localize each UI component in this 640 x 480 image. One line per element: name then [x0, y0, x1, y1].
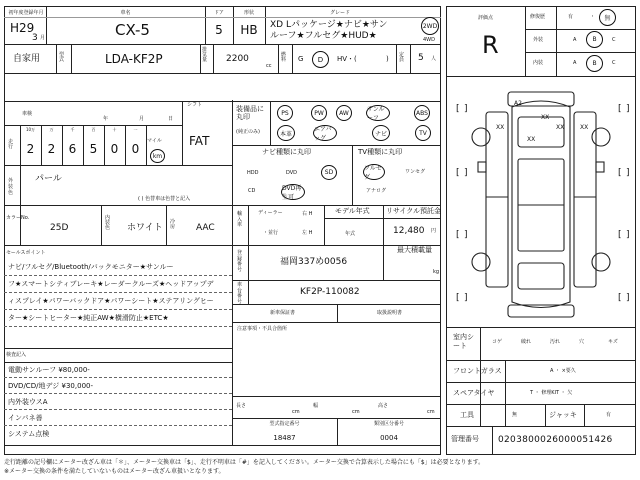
equipment-3-circle: サンルーフ: [366, 105, 390, 121]
fuel-label: 燃料: [281, 52, 287, 63]
first-registration-year: H29: [10, 21, 35, 35]
mileage-digit-label: 十: [112, 127, 117, 132]
navi-label: ナビ種類に丸印: [262, 148, 311, 156]
notes-label: 注意事項・不具合箇所: [237, 326, 288, 332]
doors-value: 5: [215, 23, 223, 37]
import-label: 輸入車: [237, 211, 243, 228]
equipment-4-circle: ABS: [414, 105, 430, 121]
shape-label: 形状: [243, 10, 254, 16]
car-name: CX-5: [115, 21, 150, 39]
svg-text:[: [: [618, 293, 622, 303]
repair-no-circle: 無: [599, 9, 616, 26]
interior-seat-item: コゲ: [492, 339, 503, 345]
mileage-digit: 5: [89, 142, 98, 156]
recycle-label: リサイクル預託金: [386, 207, 442, 215]
svg-text:]: ]: [464, 230, 468, 240]
mileage-digit: 2: [47, 142, 56, 156]
mark-a2: A2: [514, 100, 522, 107]
import-dealer: ディーラー: [258, 210, 283, 216]
navi-dvd: DVD: [286, 170, 298, 176]
color-note: ( ) 色替車は色替と記入: [138, 196, 191, 202]
mileage-cell-divider: [146, 125, 147, 165]
seats-unit: 人: [431, 56, 437, 62]
mileage-digit-label: 万: [49, 127, 54, 132]
svg-text:[: [: [456, 293, 460, 303]
owners-manual: 取扱説明書: [377, 310, 403, 316]
interior-seat-item: 汚れ: [550, 339, 561, 345]
mileage-digit: 0: [131, 142, 140, 156]
month-unit: 月: [40, 35, 46, 41]
equipment-1-circle: PW: [311, 105, 327, 121]
repair-yes: 有: [568, 14, 574, 20]
height-unit: cm: [427, 409, 435, 415]
check-line: インパネ善: [8, 414, 43, 422]
shift-label: シフト: [187, 102, 203, 108]
interior-seat-item: 破れ: [521, 339, 532, 345]
svg-text:[: [: [618, 104, 622, 114]
car-name-label: 車名: [120, 10, 131, 16]
exterior-grade-label: 外装: [533, 37, 544, 43]
front-glass-label: フロントガラス: [453, 367, 502, 375]
mark-xx-2: XX: [527, 136, 536, 143]
tv-oneseg: ワンセグ: [405, 169, 426, 175]
type-designation-value: 18487: [273, 434, 296, 442]
class-number-label: 類別区分番号: [373, 421, 404, 427]
displacement-label: 排気量: [202, 47, 208, 63]
mileage-digit-label: 千: [70, 127, 75, 132]
inspection-year: 年: [103, 116, 109, 122]
check-line: DVD/CD/地デジ ¥30,000-: [8, 382, 93, 390]
width-unit: cm: [352, 409, 360, 415]
drive-4wd: 4WD: [423, 37, 435, 43]
tv-label: TV種類に丸印: [358, 148, 403, 156]
check-line: システム点検: [8, 430, 50, 438]
tv-fullseg-circle: フルセグ: [363, 164, 385, 180]
interior-seat-label: 室内シート: [453, 333, 474, 351]
repair-sep: ・: [590, 14, 596, 20]
exterior-color-value: パール: [35, 174, 62, 184]
grade-line-1: XD Lパッケージ★ナビ★サン: [270, 20, 388, 30]
spare-tire-values: T ・ 修理KIT ・ 欠: [530, 390, 573, 396]
exterior-grade-b-circle: B: [586, 31, 603, 48]
model-label: 型式: [59, 52, 65, 63]
width-label: 幅: [313, 403, 319, 409]
recycle-unit: 円: [431, 228, 437, 234]
exterior-grade-a: A: [573, 37, 577, 43]
length-label: 長さ: [236, 403, 247, 409]
navi-hdd: HDD: [247, 170, 259, 176]
check-line: 内外装ウスA: [8, 398, 48, 406]
warranty-booklet: 新車保証書: [270, 310, 296, 316]
exterior-grade-c: C: [612, 37, 616, 43]
equipment-row2-2-circle: ナビ: [372, 125, 390, 141]
mileage-digit: 0: [110, 142, 119, 156]
car-damage-diagram: [446, 77, 636, 327]
repair-history-label: 修復歴: [530, 14, 546, 20]
inspection-month: 月: [139, 116, 145, 122]
interior-grade-c: C: [612, 60, 616, 66]
fuel-g: G: [298, 55, 304, 63]
svg-text:[: [: [618, 230, 622, 240]
shape-value: HB: [240, 23, 258, 37]
svg-text:]: ]: [464, 293, 468, 303]
equipment-row2-3-circle: TV: [415, 125, 431, 141]
seats-value: 5: [418, 53, 424, 63]
interior-seat-item: キズ: [608, 339, 618, 345]
height-label: 高さ: [378, 403, 389, 409]
fuel-close: ): [386, 55, 389, 63]
color-code-label: カラーNo.: [6, 215, 30, 221]
shift-value: FAT: [189, 134, 210, 148]
front-glass-values: A ・ ×要久: [550, 368, 576, 374]
equipment-row2-1-circle: エアバッグ: [313, 125, 337, 141]
navi-cd: CD: [248, 188, 256, 194]
interior-grade-a: A: [573, 60, 577, 66]
equipment-row2-0-circle: 本革: [277, 125, 295, 141]
ac-value: AAC: [196, 223, 215, 233]
footer-note-1: 走行距離の記号欄にメーター改ざん車は「＊」、メーター交換車は「$」、走行不明車は「#」を記入してください。メーター交換で合算表示した場合にも「$」は必要となります。: [4, 459, 485, 466]
mileage-digit: 2: [26, 142, 35, 156]
management-number-label: 管理番号: [451, 435, 479, 443]
sales-point-line: フ★スマートシティブレーキ★レーダークルーズ★ヘッドアップデ: [8, 280, 214, 288]
max-load-label: 最大積載量: [397, 246, 432, 254]
model-year-unit: 年式: [345, 231, 356, 237]
interior-color-value: ホワイト: [127, 223, 163, 233]
equipment-2-circle: AW: [336, 105, 352, 121]
mileage-digit-label: 10万: [25, 127, 36, 132]
registration-value: 福岡337め0056: [280, 257, 348, 267]
fuel-d-circle: D: [312, 51, 329, 68]
svg-text:]: ]: [626, 293, 630, 303]
jack-label: ジャッキ: [549, 411, 577, 419]
mark-xx-5: XX: [541, 114, 550, 121]
interior-seat-item: 穴: [579, 339, 585, 345]
evaluation-label: 評価点: [478, 15, 494, 21]
cc-unit: cc: [266, 63, 272, 69]
interior-grade-label: 内装: [533, 60, 544, 66]
navi-dvd-play-circle: DVD再生可: [281, 184, 305, 200]
first-registration-month: 3: [32, 33, 38, 43]
max-load-unit: kg: [433, 269, 440, 275]
equipment-sub: (純正のみ): [236, 129, 260, 135]
svg-text:]: ]: [626, 104, 630, 114]
ac-label: 冷房: [170, 219, 176, 230]
mark-xx-4: XX: [580, 124, 589, 131]
seats-label: 定員: [399, 52, 405, 63]
mileage-label: 走行: [8, 139, 14, 150]
import-left: 左 H: [302, 230, 313, 236]
inspection-label: 車検: [22, 111, 33, 117]
doors-label: ドア: [214, 10, 224, 16]
svg-text:]: ]: [626, 230, 630, 240]
tv-analog: アナログ: [366, 188, 387, 194]
equipment-0-circle: PS: [277, 105, 293, 121]
import-right: 右 H: [302, 211, 313, 217]
exterior-color-label: 外装色: [8, 178, 14, 196]
inspection-day: 日: [168, 116, 174, 122]
equipment-label: 装備品に丸印: [236, 105, 264, 122]
mileage-digit-label: 百: [91, 127, 96, 132]
sales-point-line: ター★シートヒーター★純正AW★横滑防止★ETC★: [8, 314, 169, 322]
class-number-value: 0004: [380, 434, 398, 442]
evaluation-score: R: [482, 31, 499, 59]
type-designation-label: 型式指定番号: [269, 421, 300, 427]
jack-value: 有: [606, 412, 612, 418]
grade-line-2: ルーフ★フルセグ★HUD★: [270, 31, 377, 41]
mileage-digit-label: 一: [133, 127, 138, 132]
color-code-value: 25D: [50, 223, 69, 233]
tools-label: 工具: [460, 411, 474, 419]
checks-label: 検査記入: [6, 352, 27, 358]
spare-tire-label: スペアタイヤ: [453, 389, 495, 397]
footer-note-2: ※メーター交換の条件を満たしていないものはメーター改ざん車扱いとなります。: [4, 468, 225, 475]
interior-grade-b-circle: B: [586, 55, 603, 72]
mileage-km-circle: km: [150, 149, 165, 163]
svg-text:[: [: [456, 168, 460, 178]
import-parallel: ・並行: [263, 230, 279, 236]
svg-text:]: ]: [464, 168, 468, 178]
grade-label: グレード: [329, 10, 350, 16]
displacement-value: 2200: [226, 54, 249, 64]
svg-text:]: ]: [464, 104, 468, 114]
mileage-mile-unit: マイル: [147, 138, 162, 144]
first-registration-label: 初年度登録年月: [8, 10, 44, 16]
model-value: LDA-KF2P: [105, 52, 163, 66]
sales-points-label: セールスポイント: [6, 250, 46, 256]
mark-xx-3: XX: [496, 124, 505, 131]
svg-text:]: ]: [626, 168, 630, 178]
model-year-label: モデル年式: [335, 207, 370, 215]
mark-xx-1: XX: [556, 124, 565, 131]
fuel-hv: HV・(: [337, 55, 357, 63]
chassis-label: 車台番号: [237, 282, 243, 305]
interior-color-label: 内装色: [105, 215, 111, 231]
tools-value: 無: [512, 412, 518, 418]
chassis-value: KF2P-110082: [300, 287, 360, 297]
svg-text:[: [: [456, 230, 460, 240]
mileage-digit: 6: [68, 142, 77, 156]
sales-point-line: ナビ/フルセグ/Bluetooth/バックモニター★サンルー: [8, 263, 174, 271]
recycle-value: 12,480: [393, 226, 425, 236]
management-number-value: 0203800026000051426: [498, 435, 613, 445]
drive-2wd-circle: 2WD: [421, 17, 439, 35]
usage-value: 自家用: [13, 54, 41, 64]
svg-text:[: [: [456, 104, 460, 114]
navi-sd-circle: SD: [321, 165, 337, 180]
svg-text:[: [: [618, 168, 622, 178]
registration-label: 登録番号: [237, 250, 243, 273]
check-line: 電動サンルーフ ¥80,000-: [8, 366, 90, 374]
sales-point-line: ィスプレイ★パワーバックドア★パワーシート★ステアリングヒー: [8, 297, 214, 305]
length-unit: cm: [292, 409, 300, 415]
